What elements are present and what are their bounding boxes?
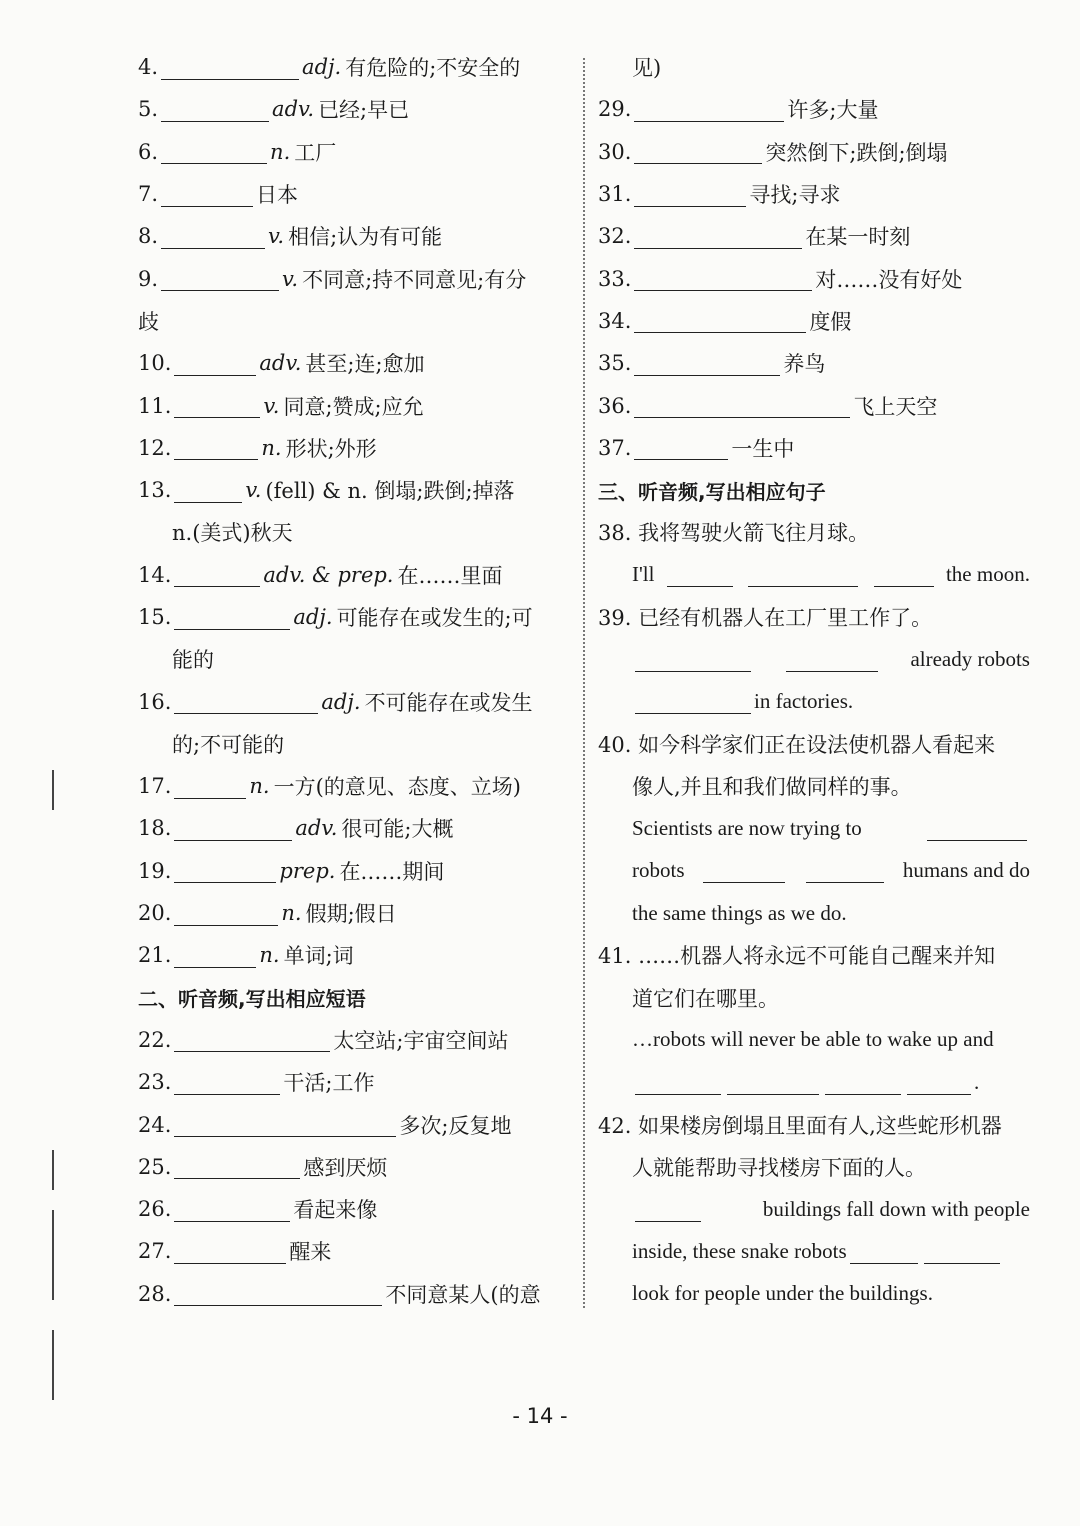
item-meaning: 看起来像 bbox=[293, 1198, 378, 1223]
item-number: 28. bbox=[138, 1281, 172, 1306]
answer-line bbox=[598, 1019, 1030, 1061]
question-text: 41. ……机器人将永远不可能自己醒来并知 bbox=[598, 944, 996, 969]
right-column bbox=[598, 46, 1030, 1315]
item-meaning: 工厂 bbox=[294, 140, 337, 165]
part-of-speech: v. bbox=[263, 393, 280, 418]
vocab-item bbox=[138, 680, 570, 722]
vocab-item bbox=[138, 934, 570, 976]
continuation-text: 的;不可能的 bbox=[172, 732, 285, 757]
item-number: 32. bbox=[598, 224, 632, 249]
part-of-speech: adj. bbox=[302, 55, 342, 80]
answer-blank[interactable] bbox=[634, 266, 812, 291]
question-text: 42. 如果楼房倒塌且里面有人,这些蛇形机器 bbox=[598, 1113, 1002, 1138]
vocab-item bbox=[138, 342, 570, 384]
answer-line bbox=[598, 554, 1030, 596]
vocab-item bbox=[138, 173, 570, 215]
vocab-item bbox=[138, 46, 570, 88]
item-meaning: 对……没有好处 bbox=[815, 267, 963, 292]
vocab-item bbox=[138, 1103, 570, 1145]
item-number: 27. bbox=[138, 1239, 172, 1264]
item-number: 36. bbox=[598, 393, 632, 418]
answer-blank[interactable] bbox=[634, 139, 762, 164]
vocab-item bbox=[138, 1230, 570, 1272]
line bbox=[598, 977, 1030, 1019]
answer-blank[interactable] bbox=[634, 308, 806, 333]
item-meaning: 太空站;宇宙空间站 bbox=[333, 1028, 509, 1053]
item-meaning: 在某一时刻 bbox=[805, 225, 911, 250]
sentence-text: in factories. bbox=[754, 689, 854, 714]
answer-blank[interactable] bbox=[161, 139, 267, 164]
item-meaning: 不同意;持不同意见;有分 bbox=[302, 267, 527, 292]
item-number: 30. bbox=[598, 139, 632, 164]
continuation-text: 道它们在哪里。 bbox=[632, 986, 779, 1011]
item-meaning: (fell) & n. 倒塌;跌倒;掉落 bbox=[265, 479, 515, 504]
sentence-text: look for people under the buildings. bbox=[632, 1281, 933, 1306]
answer-line bbox=[598, 1188, 1030, 1230]
item-meaning: 度假 bbox=[809, 309, 852, 334]
answer-blank[interactable] bbox=[825, 1070, 901, 1095]
item-number: 22. bbox=[138, 1027, 172, 1052]
part-of-speech: adj. bbox=[321, 689, 361, 714]
vocab-item bbox=[138, 892, 570, 934]
answer-blank[interactable] bbox=[174, 1027, 330, 1052]
line bbox=[138, 300, 570, 342]
left-column bbox=[138, 46, 570, 1315]
item-meaning: 不可能存在或发生 bbox=[364, 690, 533, 715]
item-number: 6. bbox=[138, 139, 159, 164]
vocab-item bbox=[138, 1188, 570, 1230]
item-number: 12. bbox=[138, 435, 172, 460]
part-of-speech: v. bbox=[245, 478, 262, 503]
item-number: 11. bbox=[138, 393, 172, 418]
vocab-item bbox=[138, 765, 570, 807]
continuation-text: 人就能帮助寻找楼房下面的人。 bbox=[632, 1155, 926, 1180]
item-meaning: 已经;早已 bbox=[318, 98, 410, 123]
part-of-speech: adv. & prep. bbox=[263, 562, 394, 587]
item-number: 4. bbox=[138, 55, 159, 80]
answer-blank[interactable] bbox=[634, 182, 746, 207]
vocab-item bbox=[138, 257, 570, 299]
answer-blank[interactable] bbox=[174, 1197, 290, 1222]
item-number: 26. bbox=[138, 1197, 172, 1222]
item-meaning: 醒来 bbox=[289, 1240, 332, 1265]
item-number: 33. bbox=[598, 266, 632, 291]
answer-line bbox=[598, 892, 1030, 934]
vocab-item bbox=[138, 131, 570, 173]
sentence-text: buildings fall down with people bbox=[762, 1196, 1030, 1221]
line bbox=[598, 511, 1030, 553]
sentence-text: the same things as we do. bbox=[632, 900, 847, 925]
sentence-text: inside, these snake robots bbox=[632, 1238, 847, 1263]
item-meaning: 在……里面 bbox=[397, 563, 503, 588]
part-of-speech: n. bbox=[249, 774, 270, 799]
line bbox=[138, 723, 570, 765]
sentence-text: Scientists are now trying to bbox=[632, 815, 862, 840]
answer-blank[interactable] bbox=[748, 562, 858, 587]
part-of-speech: v. bbox=[282, 266, 299, 291]
answer-blank[interactable] bbox=[174, 435, 258, 460]
sentence-text: …robots will never be able to wake up and bbox=[632, 1027, 994, 1052]
answer-line bbox=[598, 680, 1030, 722]
answer-blank[interactable] bbox=[174, 1239, 286, 1264]
item-meaning: 一生中 bbox=[731, 436, 795, 461]
line bbox=[598, 46, 1030, 88]
item-number: 10. bbox=[138, 351, 172, 376]
item-number: 19. bbox=[138, 858, 172, 883]
question-text: 38. 我将驾驶火箭飞往月球。 bbox=[598, 521, 870, 546]
line bbox=[598, 934, 1030, 976]
continuation-text: 像人,并且和我们做同样的事。 bbox=[632, 775, 912, 800]
answer-blank[interactable] bbox=[174, 816, 292, 841]
vocab-item bbox=[598, 173, 1030, 215]
answer-line bbox=[598, 807, 1030, 849]
item-number: 29. bbox=[598, 97, 632, 122]
section-heading-text: 二、听音频,写出相应短语 bbox=[138, 987, 366, 1012]
answer-blank[interactable] bbox=[174, 774, 246, 799]
item-meaning: 感到厌烦 bbox=[303, 1155, 388, 1180]
answer-blank[interactable] bbox=[161, 266, 279, 291]
item-meaning: 干活;工作 bbox=[283, 1071, 375, 1096]
sentence-text: . bbox=[974, 1069, 980, 1094]
item-number: 14. bbox=[138, 562, 172, 587]
vocab-item bbox=[138, 427, 570, 469]
answer-blank[interactable] bbox=[635, 689, 751, 714]
vocab-item bbox=[138, 469, 570, 511]
continuation-text: 见) bbox=[632, 56, 662, 81]
line bbox=[598, 723, 1030, 765]
answer-blank[interactable] bbox=[161, 55, 299, 80]
column-divider bbox=[583, 58, 585, 1308]
part-of-speech: n. bbox=[281, 901, 302, 926]
answer-blank[interactable] bbox=[174, 605, 290, 630]
item-meaning: 寻找;寻求 bbox=[749, 183, 841, 208]
sentence-text: robots bbox=[632, 858, 685, 883]
item-meaning: 突然倒下;跌倒;倒塌 bbox=[765, 140, 948, 165]
answer-blank[interactable] bbox=[174, 1154, 300, 1179]
vocab-item bbox=[138, 554, 570, 596]
item-number: 24. bbox=[138, 1112, 172, 1137]
line bbox=[598, 765, 1030, 807]
item-meaning: 甚至;连;愈加 bbox=[305, 352, 425, 377]
item-number: 9. bbox=[138, 266, 159, 291]
item-number: 8. bbox=[138, 224, 159, 249]
item-meaning: 单词;词 bbox=[283, 944, 354, 969]
item-meaning: 可能存在或发生的;可 bbox=[336, 606, 533, 630]
continuation-text: n.(美式)秋天 bbox=[172, 521, 293, 546]
item-meaning: 假期;假日 bbox=[305, 902, 397, 927]
item-number: 20. bbox=[138, 901, 172, 926]
line bbox=[138, 638, 570, 680]
item-number: 17. bbox=[138, 774, 172, 799]
margin-mark bbox=[52, 1330, 54, 1400]
answer-blank[interactable] bbox=[703, 858, 785, 883]
answer-blank[interactable] bbox=[174, 1112, 396, 1137]
vocab-item bbox=[598, 215, 1030, 257]
answer-line bbox=[598, 1230, 1030, 1272]
answer-blank[interactable] bbox=[786, 647, 878, 672]
answer-blank[interactable] bbox=[634, 435, 728, 460]
item-number: 31. bbox=[598, 182, 632, 207]
answer-blank[interactable] bbox=[907, 1070, 971, 1095]
answer-blank[interactable] bbox=[924, 1239, 1000, 1264]
continuation-text: 歧 bbox=[138, 309, 159, 334]
vocab-item bbox=[598, 88, 1030, 130]
vocab-item bbox=[598, 427, 1030, 469]
item-number: 21. bbox=[138, 943, 172, 968]
vocab-item bbox=[598, 300, 1030, 342]
item-number: 16. bbox=[138, 689, 172, 714]
section-heading bbox=[598, 469, 1030, 511]
vocab-item bbox=[598, 257, 1030, 299]
item-number: 5. bbox=[138, 97, 159, 122]
margin-mark bbox=[52, 1150, 54, 1190]
vocab-item bbox=[138, 384, 570, 426]
answer-blank[interactable] bbox=[174, 478, 242, 503]
item-number: 18. bbox=[138, 816, 172, 841]
answer-blank[interactable] bbox=[161, 97, 269, 122]
vocab-item bbox=[598, 384, 1030, 426]
answer-blank[interactable] bbox=[174, 393, 260, 418]
item-number: 7. bbox=[138, 182, 159, 207]
answer-blank[interactable] bbox=[634, 351, 780, 376]
answer-blank[interactable] bbox=[174, 858, 276, 883]
section-heading bbox=[138, 977, 570, 1019]
answer-blank[interactable] bbox=[174, 943, 256, 968]
item-meaning: 很可能;大概 bbox=[341, 817, 454, 842]
part-of-speech: adv. bbox=[259, 351, 302, 376]
item-meaning: 同意;赞成;应允 bbox=[283, 394, 424, 419]
item-meaning: 形状;外形 bbox=[285, 436, 377, 461]
part-of-speech: adv. bbox=[272, 97, 315, 122]
item-meaning: 日本 bbox=[256, 183, 299, 208]
item-meaning: 多次;反复地 bbox=[399, 1113, 512, 1138]
continuation-text: 能的 bbox=[172, 648, 214, 673]
part-of-speech: v. bbox=[268, 224, 285, 249]
answer-blank[interactable] bbox=[174, 351, 256, 376]
item-number: 25. bbox=[138, 1154, 172, 1179]
vocab-item bbox=[138, 1061, 570, 1103]
vocab-item bbox=[138, 1019, 570, 1061]
answer-blank[interactable] bbox=[174, 1281, 382, 1306]
section-heading-text: 三、听音频,写出相应句子 bbox=[598, 479, 826, 504]
margin-mark bbox=[52, 770, 54, 810]
vocab-item bbox=[138, 807, 570, 849]
item-meaning: 飞上天空 bbox=[853, 394, 938, 419]
vocab-item bbox=[598, 342, 1030, 384]
item-meaning: 一方(的意见、态度、立场) bbox=[273, 775, 521, 800]
answer-blank[interactable] bbox=[174, 901, 278, 926]
item-number: 34. bbox=[598, 308, 632, 333]
answer-blank[interactable] bbox=[174, 562, 260, 587]
item-number: 37. bbox=[598, 435, 632, 460]
vocab-item bbox=[138, 596, 570, 638]
line bbox=[598, 1103, 1030, 1145]
line bbox=[138, 511, 570, 553]
answer-line bbox=[598, 1273, 1030, 1315]
item-meaning: 有危险的;不安全的 bbox=[345, 56, 521, 81]
line bbox=[598, 1146, 1030, 1188]
vocab-item bbox=[138, 1273, 570, 1315]
answer-line bbox=[598, 850, 1030, 892]
vocab-item bbox=[138, 1146, 570, 1188]
answer-line bbox=[598, 1061, 1030, 1103]
answer-blank[interactable] bbox=[927, 816, 1027, 841]
item-meaning: 许多;大量 bbox=[787, 98, 879, 123]
answer-blank[interactable] bbox=[634, 97, 784, 122]
part-of-speech: adv. bbox=[295, 816, 338, 841]
sentence-text: humans and do bbox=[902, 858, 1030, 883]
item-number: 13. bbox=[138, 478, 172, 503]
item-meaning: 养鸟 bbox=[783, 352, 826, 377]
sentence-text: already robots bbox=[910, 646, 1030, 671]
part-of-speech: adj. bbox=[293, 605, 333, 629]
item-number: 35. bbox=[598, 351, 632, 376]
answer-blank[interactable] bbox=[634, 393, 850, 418]
answer-blank[interactable] bbox=[634, 224, 802, 249]
item-meaning: 相信;认为有可能 bbox=[288, 225, 443, 250]
page-number: - 14 - bbox=[512, 1404, 568, 1428]
margin-mark bbox=[52, 1210, 54, 1300]
answer-blank[interactable] bbox=[667, 562, 733, 587]
answer-blank[interactable] bbox=[161, 224, 265, 249]
answer-blank[interactable] bbox=[174, 689, 318, 714]
answer-blank[interactable] bbox=[874, 562, 934, 587]
item-meaning: 在……期间 bbox=[339, 859, 445, 884]
question-text: 40. 如今科学家们正在设法使机器人看起来 bbox=[598, 732, 996, 757]
sentence-text: the moon. bbox=[945, 562, 1030, 587]
part-of-speech: n. bbox=[270, 139, 291, 164]
answer-blank[interactable] bbox=[850, 1239, 918, 1264]
answer-blank[interactable] bbox=[174, 1070, 280, 1095]
answer-blank[interactable] bbox=[635, 647, 751, 672]
answer-blank[interactable] bbox=[727, 1070, 819, 1095]
line bbox=[598, 596, 1030, 638]
answer-blank[interactable] bbox=[806, 858, 884, 883]
part-of-speech: prep. bbox=[279, 858, 336, 883]
item-number: 15. bbox=[138, 605, 172, 629]
item-meaning: 不同意某人(的意 bbox=[385, 1282, 541, 1307]
vocab-item bbox=[598, 131, 1030, 173]
vocab-item bbox=[138, 215, 570, 257]
answer-line bbox=[598, 638, 1030, 680]
item-number: 23. bbox=[138, 1070, 172, 1095]
question-text: 39. 已经有机器人在工厂里工作了。 bbox=[598, 606, 933, 630]
vocab-item bbox=[138, 850, 570, 892]
answer-blank[interactable] bbox=[635, 1197, 701, 1222]
sentence-text: I'll bbox=[632, 562, 655, 587]
answer-blank[interactable] bbox=[635, 1070, 721, 1095]
part-of-speech: n. bbox=[259, 943, 280, 968]
part-of-speech: n. bbox=[261, 435, 282, 460]
answer-blank[interactable] bbox=[161, 182, 253, 207]
vocab-item bbox=[138, 88, 570, 130]
